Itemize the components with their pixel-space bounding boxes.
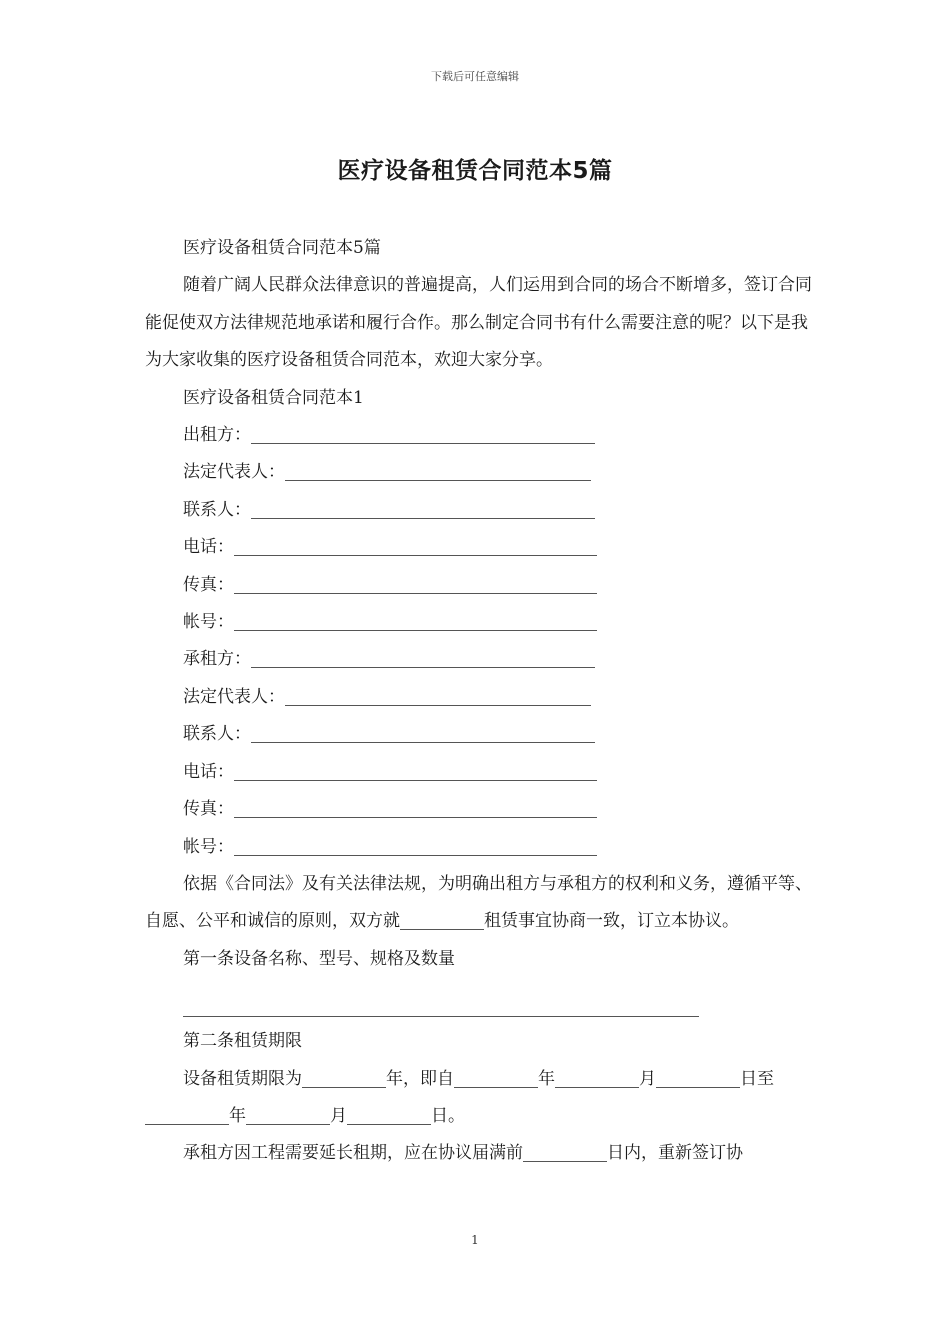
field-label: 出租方： [183, 425, 251, 446]
fill-blank [246, 1102, 330, 1125]
field-lessor-account [145, 604, 815, 641]
field-label: 帐号： [183, 612, 234, 633]
period-text: 年 [538, 1068, 555, 1089]
fill-line [251, 645, 595, 668]
field-lessor-phone [145, 529, 815, 566]
period-text: 年，即自 [386, 1068, 454, 1089]
field-lessor [145, 417, 815, 454]
header-note: 下载后可任意编辑 [431, 70, 519, 83]
field-lessee-phone [145, 754, 815, 791]
extension-paragraph [145, 1135, 815, 1172]
fill-line [285, 458, 591, 481]
article-2-title: 第二条租赁期限 [183, 1031, 302, 1052]
field-lessee-fax [145, 791, 815, 828]
field-lessee-contact [145, 716, 815, 753]
basis-text: 租赁事宜协商一致，订立本协议。 [484, 911, 739, 932]
document-body [145, 230, 815, 1173]
period-text: 月 [639, 1068, 656, 1089]
field-label: 承租方： [183, 649, 251, 670]
field-label: 法定代表人： [183, 686, 285, 707]
document-title: 医疗设备租赁合同范本5篇 [337, 158, 613, 184]
fill-blank [302, 1065, 386, 1088]
lease-period-paragraph [145, 1061, 815, 1136]
period-text: 年 [229, 1105, 246, 1126]
fill-blank [523, 1139, 607, 1162]
fill-line [251, 720, 595, 743]
extension-text: 日内，重新签订协 [607, 1143, 743, 1164]
field-label: 法定代表人： [183, 462, 285, 483]
period-text: 月 [330, 1105, 347, 1126]
field-lessor-fax [145, 567, 815, 604]
fill-blank [454, 1065, 538, 1088]
fill-blank [656, 1065, 740, 1088]
field-label: 电话： [183, 537, 234, 558]
fill-blank [555, 1065, 639, 1088]
fill-line [251, 421, 595, 444]
period-text: 日。 [431, 1105, 465, 1126]
subtitle: 医疗设备租赁合同范本5篇 [183, 238, 381, 258]
section-title: 医疗设备租赁合同范本1 [183, 387, 364, 408]
intro-paragraph: 随着广阔人民群众法律意识的普遍提高，人们运用到合同的场合不断增多，签订合同能促使双方法律规范地承诺和履行合作。那么制定合同书有什么需要注意的呢？以下是我为大家收集的医疗设备租赁合同范本，欢迎大家分享。 [145, 275, 812, 371]
field-lessee [145, 641, 815, 678]
fill-blank [347, 1102, 431, 1125]
fill-line [234, 533, 597, 556]
article-1-title: 第一条设备名称、型号、规格及数量 [183, 948, 455, 969]
fill-blank [145, 1102, 229, 1125]
field-lessee-account [145, 829, 815, 866]
field-lessor-contact [145, 492, 815, 529]
basis-paragraph [145, 866, 815, 941]
field-lessor-representative [145, 454, 815, 491]
fill-line [285, 683, 591, 706]
fill-line [234, 608, 597, 631]
field-label: 传真： [183, 799, 234, 820]
period-text: 日至 [740, 1068, 774, 1089]
field-label: 帐号： [183, 836, 234, 857]
fill-line [234, 758, 597, 781]
fill-line [234, 571, 597, 594]
field-label: 传真： [183, 574, 234, 595]
field-lessee-representative [145, 679, 815, 716]
fill-line [234, 795, 597, 818]
fill-line [234, 833, 597, 856]
fill-line [251, 496, 595, 519]
period-text: 设备租赁期限为 [183, 1068, 302, 1089]
fill-blank [400, 907, 484, 930]
extension-text: 承租方因工程需要延长租期，应在协议届满前 [183, 1143, 523, 1164]
field-label: 联系人： [183, 724, 251, 745]
field-label: 电话： [183, 761, 234, 782]
page-number: 1 [471, 1233, 479, 1247]
basis-text: 依据《合同法》及有关法律法规，为明确出租方与承租方的权利和义务，遵循平等、自愿、公平和诚信的原则，双方就 [145, 873, 812, 932]
fill-line-long [183, 992, 699, 1017]
field-label: 联系人： [183, 499, 251, 520]
